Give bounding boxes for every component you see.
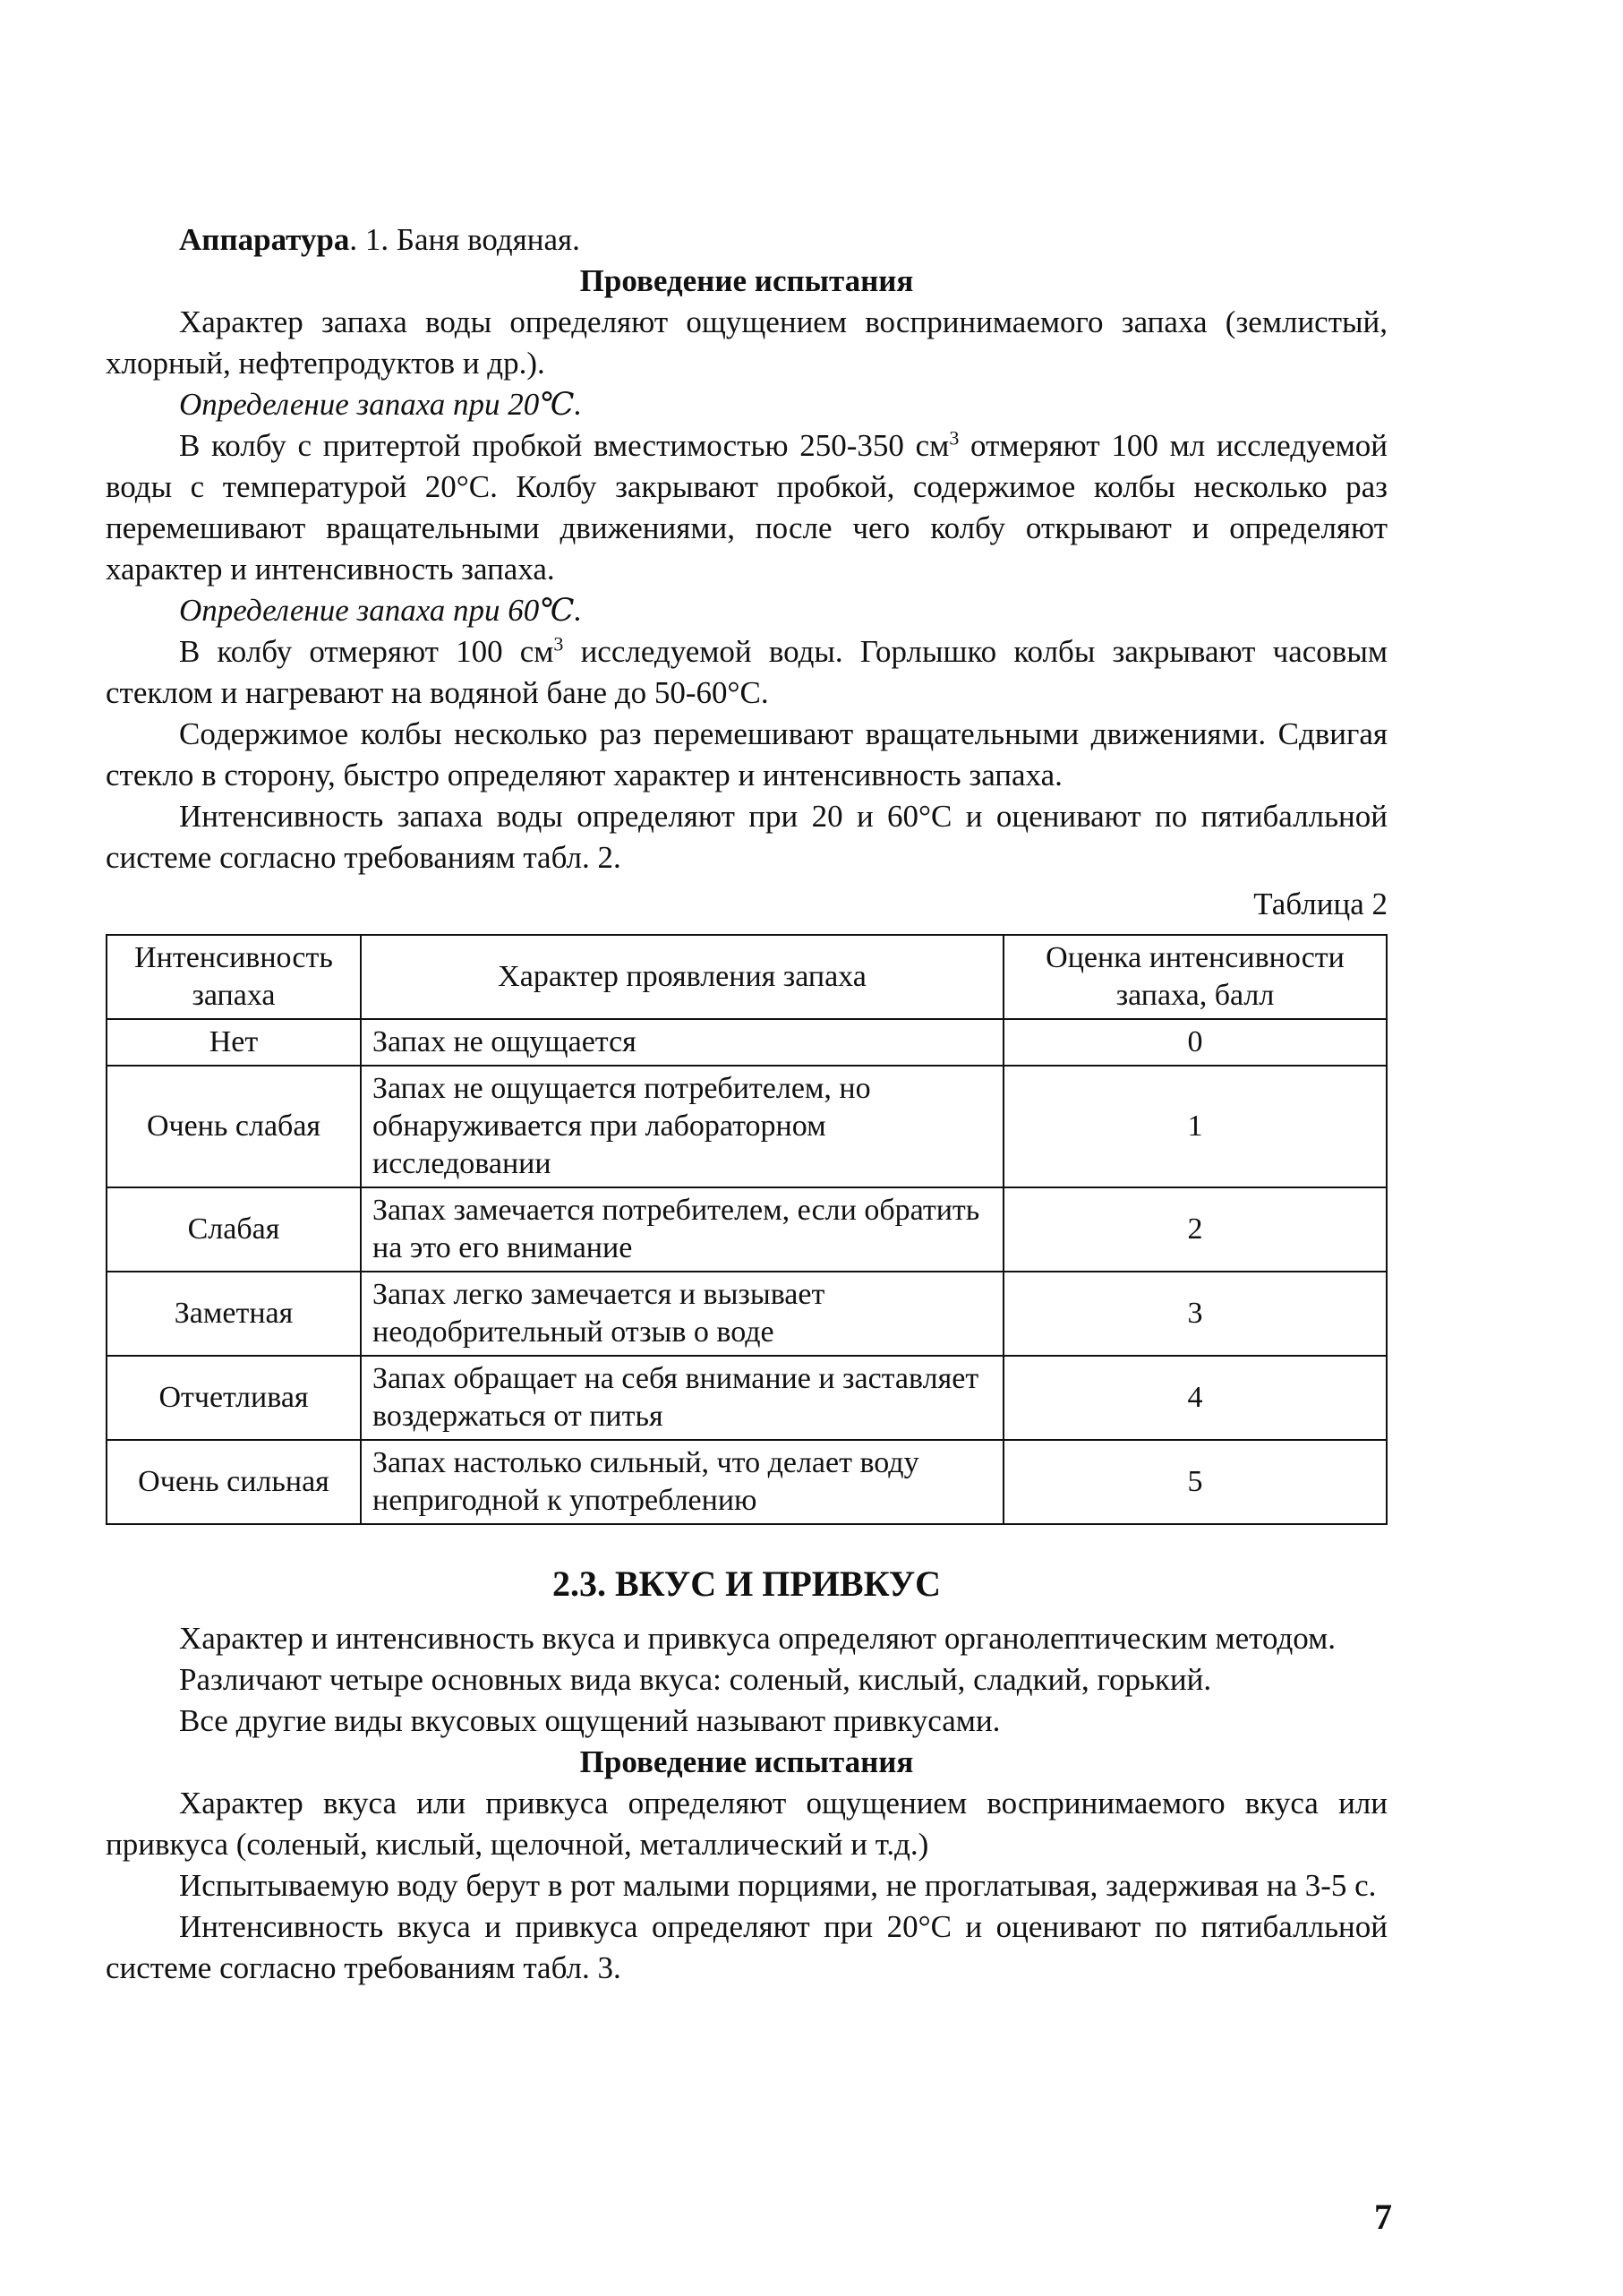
cell-description: Запах легко замечается и вызывает неодобрительный отзыв о воде <box>361 1272 1004 1356</box>
table-caption: Таблица 2 <box>1253 887 1388 921</box>
cell-intensity: Очень слабая <box>107 1066 361 1187</box>
cell-description: Запах настолько сильный, что делает воду непригодной к употреблению <box>361 1440 1004 1524</box>
cell-intensity: Отчетливая <box>107 1356 361 1440</box>
subheading-60c: Определение запаха при 60℃. <box>179 593 583 628</box>
section2-paragraph-3: Все другие виды вкусовых ощущений называют привкусами. <box>179 1703 1001 1738</box>
cell-intensity: Очень сильная <box>107 1440 361 1524</box>
header-intensity: Интенсивность запаха <box>107 935 361 1019</box>
section1-paragraph-4: Содержимое колбы несколько раз перемешивают вращательными движениями. Сдвигая стекло в сторону, быстро определяют характер и интенсивность запаха. <box>106 716 1388 792</box>
table-row <box>107 1019 1387 1066</box>
table-row <box>107 1356 1387 1440</box>
page-number: 7 <box>1374 2197 1392 2237</box>
p2-text-b: отмеряют 100 мл исследуемой воды с температурой 20°С. Колбу закрывают пробкой, содержимое колбы несколько раз перемешивают вращательными движениями, после чего колбу открывают и определяют характер и интенсивность запаха. <box>106 428 1388 587</box>
cell-score: 1 <box>1004 1066 1387 1187</box>
table-row <box>107 1272 1387 1356</box>
cell-description: Запах не ощущается потребителем, но обнаруживается при лабораторном исследовании <box>361 1066 1004 1187</box>
cell-intensity: Нет <box>107 1019 361 1066</box>
p3-text-a: В колбу отмеряют 100 см <box>179 634 554 669</box>
section1-paragraph-3 <box>106 631 1388 714</box>
section2-paragraph-4: Характер вкуса или привкуса определяют ощущением воспринимаемого вкуса или привкуса (соленый, кислый, щелочной, металлический и т.д.) <box>106 1786 1388 1862</box>
section2-paragraph-6: Интенсивность вкуса и привкуса определяют при 20°С и оценивают по пятибалльной системе согласно требованиям табл. 3. <box>106 1909 1388 1985</box>
cell-description: Запах замечается потребителем, если обратить на это его внимание <box>361 1187 1004 1272</box>
odor-intensity-table <box>106 934 1388 1525</box>
cell-intensity: Слабая <box>107 1187 361 1272</box>
apparatus-label: Аппаратура <box>179 222 350 257</box>
cell-description: Запах не ощущается <box>361 1019 1004 1066</box>
table-row <box>107 1066 1387 1187</box>
p2-superscript: 3 <box>949 426 960 450</box>
section1-paragraph-1: Характер запаха воды определяют ощущением воспринимаемого запаха (землистый, хлорный, нефтепродуктов и др.). <box>106 304 1388 381</box>
p2-text-a: В колбу с притертой пробкой вместимостью 250-350 см <box>179 428 950 463</box>
cell-score: 2 <box>1004 1187 1387 1272</box>
cell-score: 4 <box>1004 1356 1387 1440</box>
cell-description: Запах обращает на себя внимание и заставляет воздержаться от питья <box>361 1356 1004 1440</box>
p3-text-b: исследуемой воды. Горлышко колбы закрывают часовым стеклом и нагревают на водяной бане до 50-60°С. <box>106 634 1388 710</box>
table-row <box>107 1187 1387 1272</box>
section2-paragraph-5: Испытываемую воду берут в рот малыми порциями, не проглатывая, задерживая на 3-5 с. <box>179 1868 1377 1903</box>
cell-score: 3 <box>1004 1272 1387 1356</box>
section2-paragraph-1: Характер и интенсивность вкуса и привкуса определяют органолептическим методом. <box>179 1621 1336 1656</box>
p3-superscript: 3 <box>553 632 564 655</box>
section2-paragraph-2: Различают четыре основных вида вкуса: соленый, кислый, сладкий, горький. <box>179 1662 1212 1697</box>
section1-paragraph-2 <box>106 425 1388 590</box>
section2-heading: Проведение испытания <box>579 1744 914 1779</box>
section1-paragraph-5: Интенсивность запаха воды определяют при 20 и 60°С и оценивают по пятибалльной системе согласно требованиям табл. 2. <box>106 799 1388 875</box>
apparatus-text: . 1. Баня водяная. <box>349 222 580 257</box>
header-score: Оценка интенсивности запаха, балл <box>1004 935 1387 1019</box>
cell-score: 0 <box>1004 1019 1387 1066</box>
section1-heading: Проведение испытания <box>579 263 914 298</box>
table-row <box>107 1440 1387 1524</box>
cell-score: 5 <box>1004 1440 1387 1524</box>
table-header-row <box>107 935 1387 1019</box>
document-page <box>106 219 1388 1989</box>
header-description: Характер проявления запаха <box>361 935 1004 1019</box>
cell-intensity: Заметная <box>107 1272 361 1356</box>
subheading-20c: Определение запаха при 20℃. <box>179 387 583 422</box>
apparatus-line <box>106 219 1388 261</box>
section-title-taste: 2.3. ВКУС И ПРИВКУС <box>551 1564 942 1604</box>
